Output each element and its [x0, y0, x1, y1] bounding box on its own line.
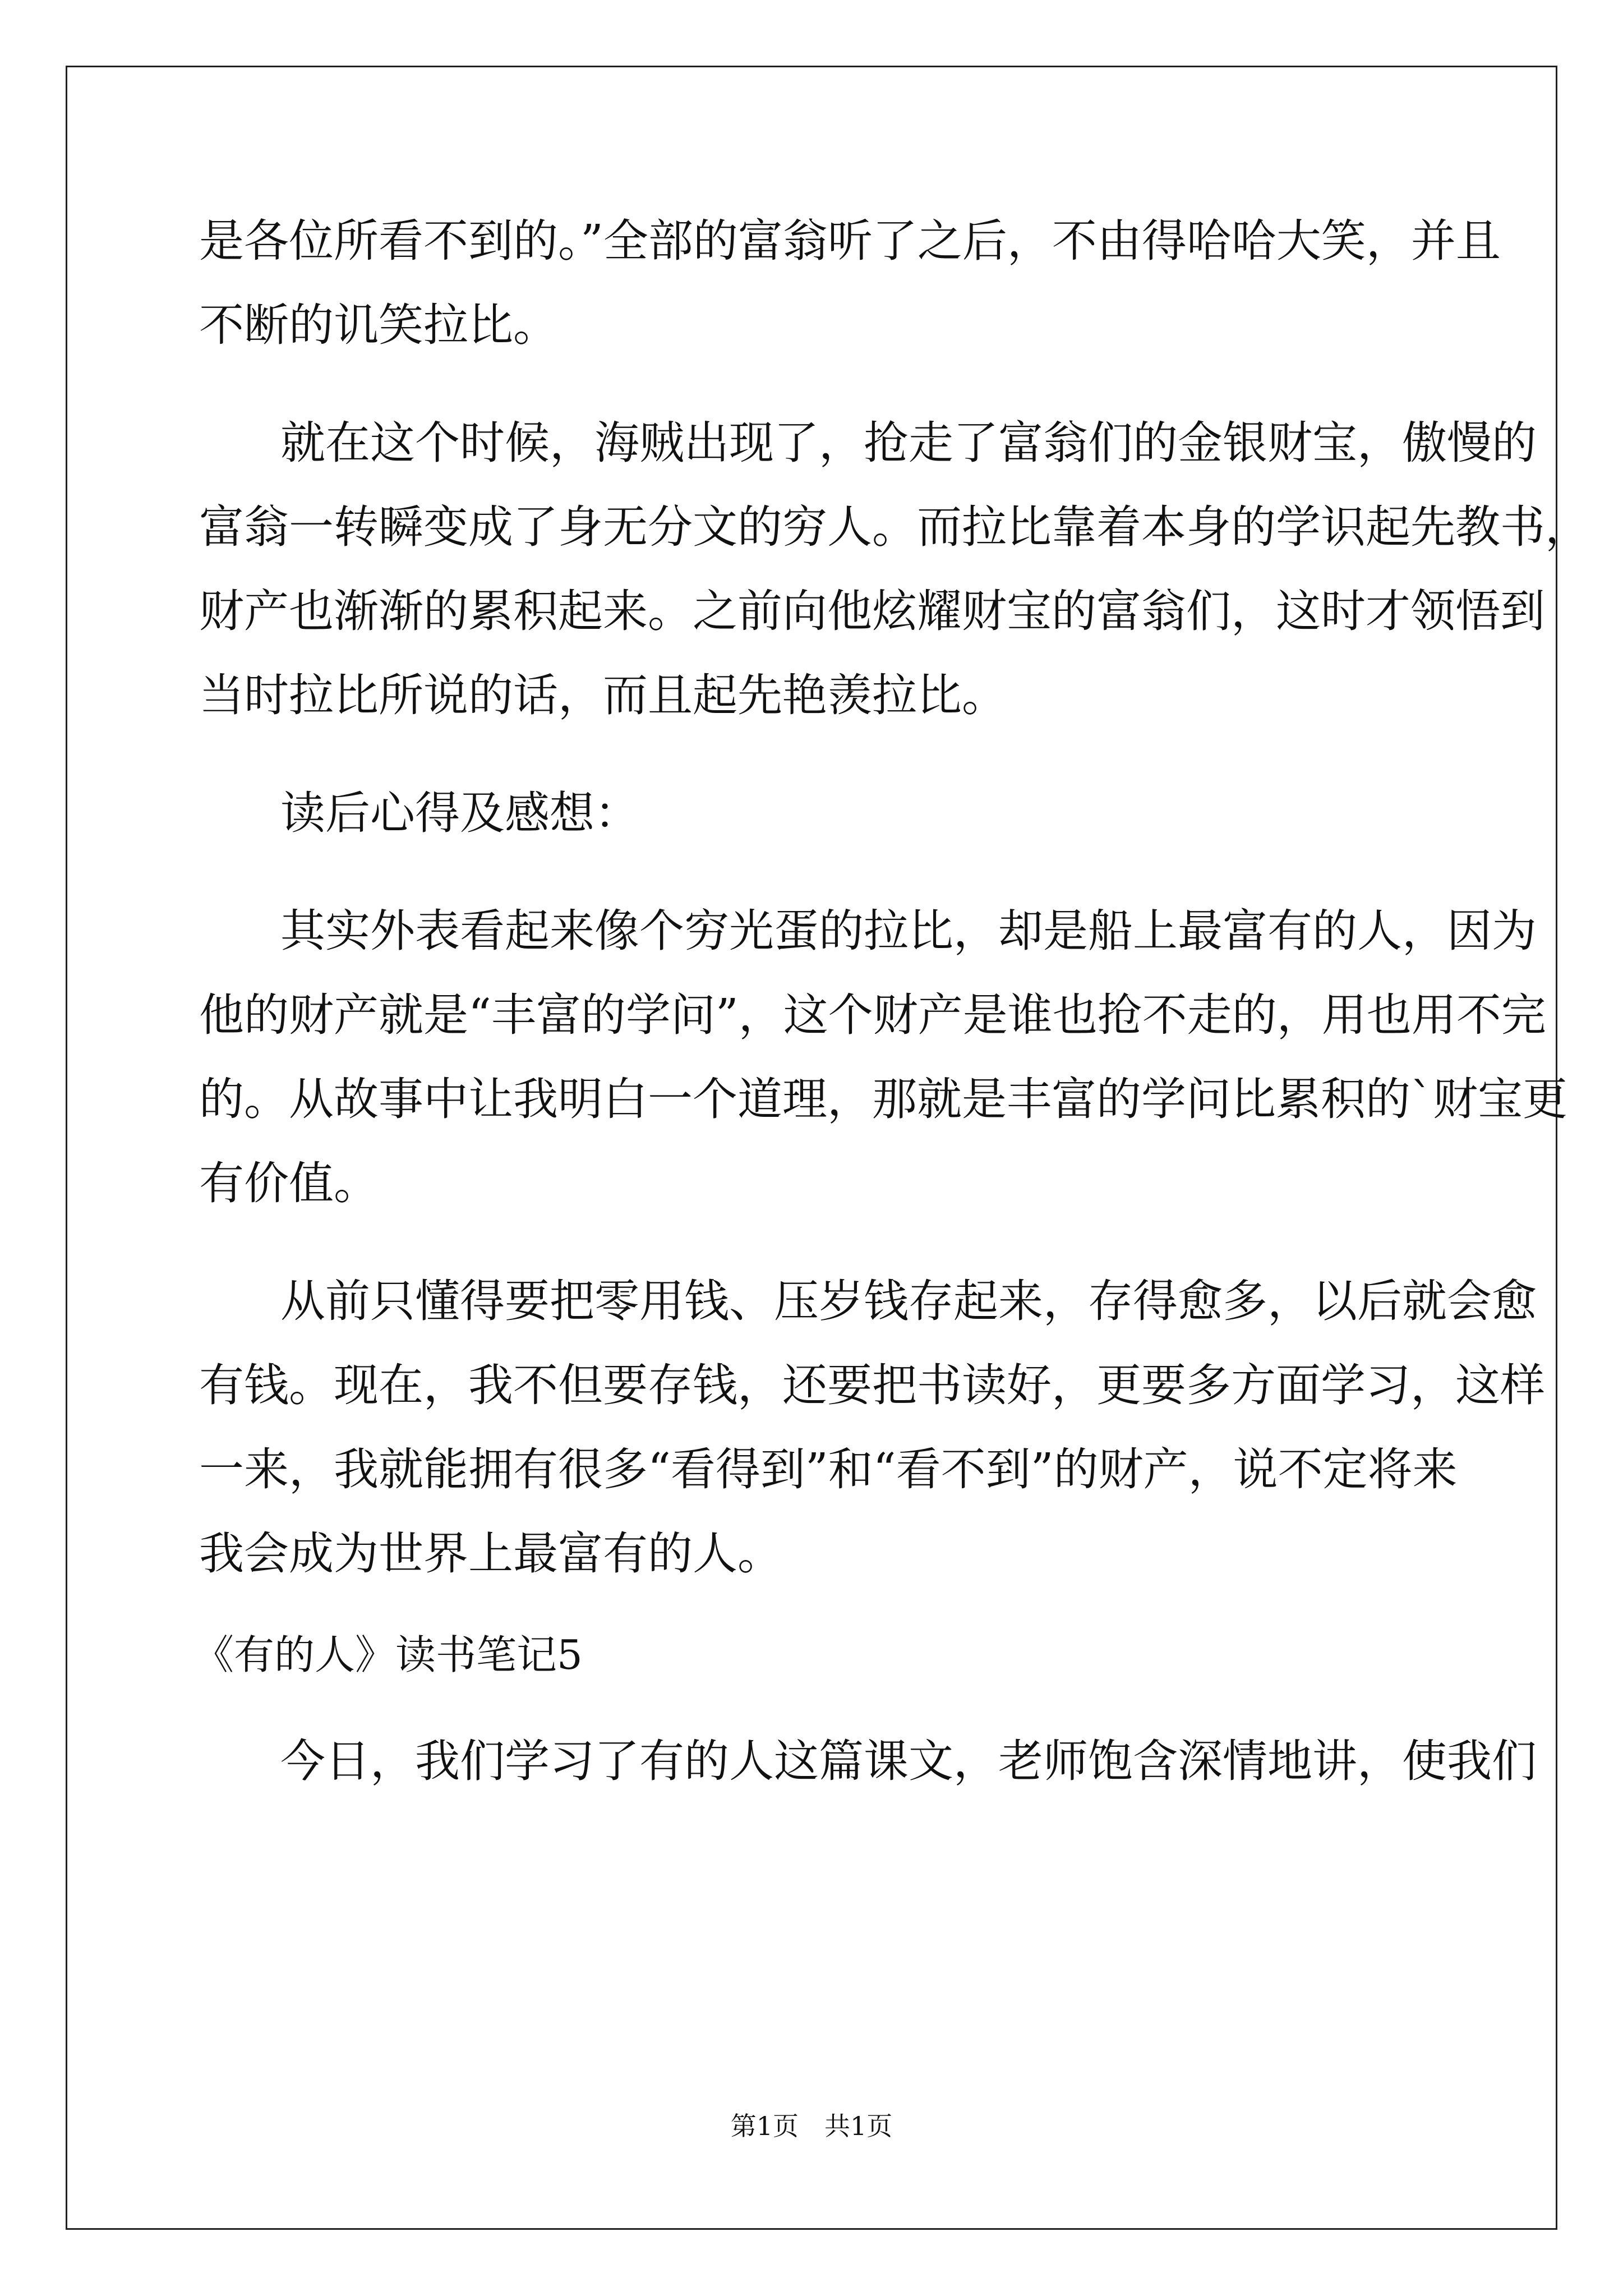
paragraph-line: 一来，我就能拥有很多“看得到”和“看不到”的财产，说不定将来 [199, 1443, 1458, 1496]
section-heading: 《有的人》读书笔记5 [193, 1631, 583, 1678]
paragraph-line: 有钱。现在，我不但要存钱，还要把书读好，更要多方面学习，这样 [199, 1359, 1545, 1411]
page-footer: 第1页 共1页 [730, 2111, 893, 2141]
paragraph-line: 富翁一转瞬变成了身无分文的穷人。而拉比靠着本身的学识起先教书， [199, 501, 1590, 553]
paragraph-line: 当时拉比所说的话，而且起先艳羡拉比。 [199, 669, 1007, 721]
paragraph-line: 的。从故事中让我明白一个道理，那就是丰富的学问比累积的`财宝更 [199, 1073, 1567, 1125]
paragraph-line: 有价值。 [199, 1157, 379, 1209]
paragraph-line: 他的财产就是“丰富的学问”，这个财产是谁也抢不走的，用也用不完 [199, 989, 1546, 1041]
paragraph-line: 今日，我们学习了有的人这篇课文，老师饱含深情地讲，使我们 [280, 1735, 1537, 1787]
paragraph-line: 不断的讥笑拉比。 [199, 299, 558, 351]
paragraph-line: 其实外表看起来像个穷光蛋的拉比，却是船上最富有的人，因为 [280, 905, 1537, 957]
paragraph-line: 读后心得及感想： [280, 787, 639, 839]
paragraph-line: 财产也渐渐的累积起来。之前向他炫耀财宝的富翁们，这时才领悟到 [199, 585, 1545, 637]
paragraph-line: 就在这个时候，海贼出现了，抢走了富翁们的金银财宝，傲慢的 [280, 417, 1537, 469]
paragraph-line: 是各位所看不到的。”全部的富翁听了之后，不由得哈哈大笑，并且 [199, 215, 1501, 267]
paragraph-line: 我会成为世界上最富有的人。 [199, 1527, 782, 1580]
page-border [66, 66, 1590, 2230]
paragraph-line: 从前只懂得要把零用钱、压岁钱存起来，存得愈多，以后就会愈 [280, 1275, 1537, 1327]
